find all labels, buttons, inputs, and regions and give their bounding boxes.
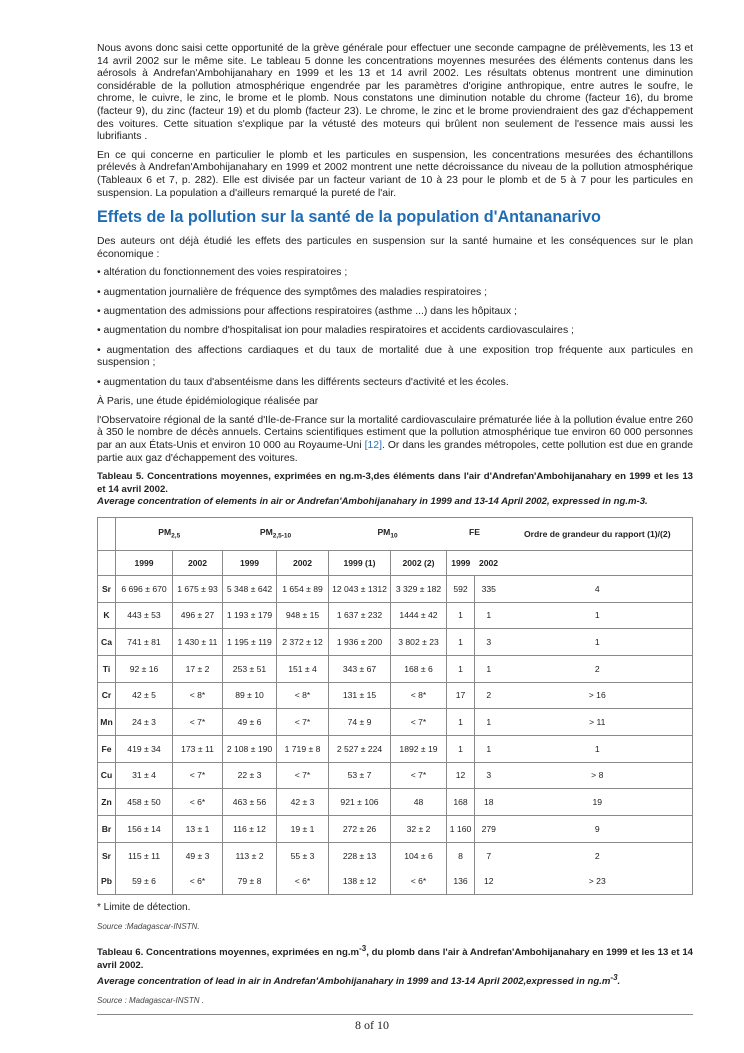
value-cell: 1 xyxy=(503,629,693,656)
page-number: 8 of 10 xyxy=(355,1018,389,1032)
subheader-corner xyxy=(98,550,116,575)
element-cell: Br xyxy=(98,816,116,843)
value-cell: 53 ± 7 xyxy=(329,762,391,789)
group-header-sub: 2,5-10 xyxy=(272,533,292,541)
group-header-label: PM xyxy=(377,527,391,538)
value-cell: 1 719 ± 8 xyxy=(277,735,329,762)
value-cell: 1 xyxy=(447,602,475,629)
value-cell: < 8* xyxy=(277,682,329,709)
paragraph-text: l'Observatoire régional de la santé d'Ile-de-France sur la mortalité cardiovasculaire prématurée liée à la pollution évalue entre 260 à 350 le nombre de décès annuels. Certains scientifiques estiment que la pollution atmosphérique tue environ 60 000 personnes par an aux États-Unis et environ 10 000 au Royaume-Uni xyxy=(97,414,693,452)
table-header-row xyxy=(98,517,693,550)
table-row xyxy=(98,816,693,843)
value-cell: 19 xyxy=(503,789,693,816)
table-row xyxy=(98,655,693,682)
table-row xyxy=(98,789,693,816)
bullet-item: • augmentation des affections cardiaques et du taux de mortalité due à une exposition trop fréquente aux particules en suspension ; xyxy=(97,344,693,369)
paragraph: En ce qui concerne en particulier le plomb et les particules en suspension, les concentrations mesurées des échantillons prélevés à Andrefan'Ambohijanahary en 1999 et 2002 montrent une nette décroissance du niveau de la pollution atmosphérique (Tableaux 6 et 7, p. 282). Elle est divisée par un facteur variant de 10 à 23 pour le plomb et de 5 à 7 pour les particules en suspension. La population a d'ailleurs remarqué la pureté de l'air. xyxy=(97,149,693,199)
value-cell: 419 ± 34 xyxy=(116,735,173,762)
value-cell: 1 430 ± 11 xyxy=(173,629,223,656)
element-cell: Cu xyxy=(98,762,116,789)
value-cell: 42 ± 3 xyxy=(277,789,329,816)
year-header: 1999 xyxy=(447,550,475,575)
value-cell: 2 527 ± 224 xyxy=(329,735,391,762)
reference-link[interactable]: [12] xyxy=(364,440,382,452)
year-header: 1999 (1) xyxy=(329,550,391,575)
value-cell: 3 xyxy=(475,629,503,656)
element-cell: K xyxy=(98,602,116,629)
paragraph: À Paris, une étude épidémiologique réalisée par xyxy=(97,396,319,408)
value-cell: 253 ± 51 xyxy=(223,655,277,682)
group-header xyxy=(223,517,329,550)
value-cell: 49 ± 6 xyxy=(223,709,277,736)
group-header xyxy=(116,517,223,550)
table6-caption-en xyxy=(97,972,693,989)
value-cell: 156 ± 14 xyxy=(116,816,173,843)
value-cell: < 6* xyxy=(277,868,329,894)
value-cell: 1 936 ± 200 xyxy=(329,629,391,656)
footer-divider xyxy=(97,1014,693,1015)
year-header: 1999 xyxy=(223,550,277,575)
value-cell: 1 xyxy=(447,709,475,736)
section-heading: Effets de la pollution sur la santé de la population d'Antananarivo xyxy=(97,208,601,227)
caption-sup: -3 xyxy=(359,944,367,954)
value-cell: 74 ± 9 xyxy=(329,709,391,736)
value-cell: 1 xyxy=(447,655,475,682)
table6-source: Source : Madagascar-INSTN . xyxy=(97,996,205,1006)
table-row xyxy=(98,842,693,868)
value-cell: < 6* xyxy=(391,868,447,894)
value-cell: 1 160 xyxy=(447,816,475,843)
value-cell: 151 ± 4 xyxy=(277,655,329,682)
value-cell: 173 ± 11 xyxy=(173,735,223,762)
value-cell: 741 ± 81 xyxy=(116,629,173,656)
element-cell: Mn xyxy=(98,709,116,736)
value-cell: 49 ± 3 xyxy=(173,842,223,868)
value-cell: 335 xyxy=(475,575,503,602)
value-cell: 3 xyxy=(475,762,503,789)
year-header: 2002 (2) xyxy=(391,550,447,575)
value-cell: 12 xyxy=(447,762,475,789)
caption-text: Average concentration of lead in air in Andrefan'Ambohijanahary in 1999 and 13-14 April 2002,expressed in ng.m xyxy=(97,976,611,988)
value-cell: 18 xyxy=(475,789,503,816)
value-cell: 2 372 ± 12 xyxy=(277,629,329,656)
value-cell: < 7* xyxy=(391,709,447,736)
paragraph-text: . Or dans les grandes métropoles, cette pollution est due en grande partie aux gaz d'échappement des voitures. xyxy=(97,440,693,464)
value-cell: 3 329 ± 182 xyxy=(391,575,447,602)
element-cell: Sr xyxy=(98,842,116,868)
value-cell: < 7* xyxy=(173,709,223,736)
header-corner xyxy=(98,517,116,550)
table-row xyxy=(98,682,693,709)
value-cell: 12 043 ± 1312 xyxy=(329,575,391,602)
bullet-item: • augmentation des admissions pour affections respiratoires (asthme ...) dans les hôpitaux ; xyxy=(97,306,517,318)
value-cell: 343 ± 67 xyxy=(329,655,391,682)
group-header xyxy=(447,517,503,550)
bullet-item: • augmentation du nombre d'hospitalisat ion pour maladies respiratoires et accidents cardiovasculaires ; xyxy=(97,325,574,337)
value-cell: < 6* xyxy=(173,868,223,894)
caption-text: . xyxy=(617,976,621,988)
value-cell: 24 ± 3 xyxy=(116,709,173,736)
table-row xyxy=(98,709,693,736)
ratio-subheader xyxy=(503,550,693,575)
year-header: 2002 xyxy=(277,550,329,575)
value-cell: 59 ± 6 xyxy=(116,868,173,894)
value-cell: 79 ± 8 xyxy=(223,868,277,894)
value-cell: 921 ± 106 xyxy=(329,789,391,816)
value-cell: 6 696 ± 670 xyxy=(116,575,173,602)
paragraph: Nous avons donc saisi cette opportunité de la grève générale pour effectuer une seconde campagne de prélèvements, les 13 et 14 avril 2002 sur le même site. Le tableau 5 donne les concentrations moyennes mesurées des éléments contenus dans les aérosols à Andrefan'Ambohijanahary en 1999 et les 13 et 14 avril 2002. Les résultats obtenus montrent une diminution considérable de la pollution atmosphérique engendrée par les paramètres d'origine anthropique, entre autres le soufre, le chrome, le cuivre, le zinc, le brome et le plomb. Nous constatons une diminution notable du chrome (facteur 16), du brome (facteur 9), du zinc (facteur 19) et du plomb (facteur 23). Le chrome, le zinc et le brome proviendraient des gaz d'échappement des voitures. Cette situation s'explique par la vétusté des moteurs qui brûlent non seulement de l'essence mais aussi les lubrifiants . xyxy=(97,43,693,143)
element-cell: Fe xyxy=(98,735,116,762)
value-cell: 2 xyxy=(503,842,693,868)
value-cell: 48 xyxy=(391,789,447,816)
value-cell: 463 ± 56 xyxy=(223,789,277,816)
value-cell: 1 xyxy=(447,629,475,656)
group-header-label: FE xyxy=(469,527,481,538)
year-header: 2002 xyxy=(173,550,223,575)
group-header-label: PM xyxy=(259,527,273,538)
value-cell: 55 ± 3 xyxy=(277,842,329,868)
table-row xyxy=(98,735,693,762)
value-cell: 1444 ± 42 xyxy=(391,602,447,629)
table5-source: Source :Madagascar-INSTN. xyxy=(97,921,200,931)
value-cell: 1 xyxy=(475,655,503,682)
table-row xyxy=(98,602,693,629)
value-cell: 1 xyxy=(475,602,503,629)
value-cell: 13 ± 1 xyxy=(173,816,223,843)
value-cell: 443 ± 53 xyxy=(116,602,173,629)
value-cell: 3 802 ± 23 xyxy=(391,629,447,656)
value-cell: 116 ± 12 xyxy=(223,816,277,843)
value-cell: < 6* xyxy=(173,789,223,816)
value-cell: 1 675 ± 93 xyxy=(173,575,223,602)
table6-caption xyxy=(97,943,693,972)
table-row xyxy=(98,629,693,656)
value-cell: 136 xyxy=(447,868,475,894)
value-cell: < 8* xyxy=(391,682,447,709)
group-header-label: PM xyxy=(158,527,172,538)
value-cell: > 23 xyxy=(503,868,693,894)
year-header: 1999 xyxy=(116,550,173,575)
table5 xyxy=(97,517,693,895)
value-cell: 9 xyxy=(503,816,693,843)
ratio-header: Ordre de grandeur du rapport (1)/(2) xyxy=(503,517,693,550)
value-cell: 8 xyxy=(447,842,475,868)
value-cell: 948 ± 15 xyxy=(277,602,329,629)
value-cell: 31 ± 4 xyxy=(116,762,173,789)
value-cell: 138 ± 12 xyxy=(329,868,391,894)
value-cell: 1 637 ± 232 xyxy=(329,602,391,629)
element-cell: Zn xyxy=(98,789,116,816)
caption-text: Tableau 6. Concentrations moyennes, exprimées en ng.m xyxy=(97,947,360,959)
value-cell: 7 xyxy=(475,842,503,868)
value-cell: 1 xyxy=(475,709,503,736)
value-cell: 17 xyxy=(447,682,475,709)
paragraph xyxy=(97,415,693,465)
value-cell: 113 ± 2 xyxy=(223,842,277,868)
value-cell: 1 xyxy=(447,735,475,762)
element-cell: Cr xyxy=(98,682,116,709)
value-cell: 1 xyxy=(503,602,693,629)
table-row xyxy=(98,868,693,894)
table5-caption-en: Average concentration of elements in air or Andrefan'Ambohijanahary in 1999 and 13-14 April 2002, expressed in ng.m-3. xyxy=(97,496,648,508)
document-page xyxy=(97,43,693,1015)
value-cell: 5 348 ± 642 xyxy=(223,575,277,602)
value-cell: 104 ± 6 xyxy=(391,842,447,868)
value-cell: 2 xyxy=(475,682,503,709)
group-header-sub: 10 xyxy=(390,533,398,541)
element-cell: Ca xyxy=(98,629,116,656)
value-cell: 22 ± 3 xyxy=(223,762,277,789)
value-cell: > 11 xyxy=(503,709,693,736)
table5-caption: Tableau 5. Concentrations moyennes, exprimées en ng.m-3,des éléments dans l'air d'Andrefan'Ambohijanahary en 1999 et les 13 et 14 avril 2002. xyxy=(97,471,693,495)
paragraph-intro: Des auteurs ont déjà étudié les effets des particules en suspension sur la santé humaine et les conséquences sur le plan économique : xyxy=(97,236,693,260)
value-cell: 168 ± 6 xyxy=(391,655,447,682)
value-cell: 496 ± 27 xyxy=(173,602,223,629)
value-cell: 2 108 ± 190 xyxy=(223,735,277,762)
value-cell: 89 ± 10 xyxy=(223,682,277,709)
element-cell: Ti xyxy=(98,655,116,682)
value-cell: < 7* xyxy=(277,709,329,736)
value-cell: 42 ± 5 xyxy=(116,682,173,709)
group-header xyxy=(329,517,447,550)
value-cell: 17 ± 2 xyxy=(173,655,223,682)
value-cell: 1 xyxy=(475,735,503,762)
value-cell: 168 xyxy=(447,789,475,816)
value-cell: 592 xyxy=(447,575,475,602)
year-header: 2002 xyxy=(475,550,503,575)
value-cell: 1 654 ± 89 xyxy=(277,575,329,602)
value-cell: > 16 xyxy=(503,682,693,709)
table5-note: * Limite de détection. xyxy=(97,902,191,914)
value-cell: 1 xyxy=(503,735,693,762)
group-header-sub: 2,5 xyxy=(171,533,181,541)
value-cell: 1 193 ± 179 xyxy=(223,602,277,629)
value-cell: 1892 ± 19 xyxy=(391,735,447,762)
value-cell: < 8* xyxy=(173,682,223,709)
bullet-item: • augmentation du taux d'absentéisme dans les différents secteurs d'activité et les écoles. xyxy=(97,376,509,388)
value-cell: > 8 xyxy=(503,762,693,789)
bullet-item: • altération du fonctionnement des voies respiratoires ; xyxy=(97,267,348,279)
value-cell: 458 ± 50 xyxy=(116,789,173,816)
table-row xyxy=(98,762,693,789)
value-cell: 115 ± 11 xyxy=(116,842,173,868)
caption-sup: -3 xyxy=(610,973,618,983)
value-cell: 228 ± 13 xyxy=(329,842,391,868)
value-cell: 1 195 ± 119 xyxy=(223,629,277,656)
table-row xyxy=(98,575,693,602)
value-cell: < 7* xyxy=(277,762,329,789)
value-cell: 12 xyxy=(475,868,503,894)
table-subheader-row xyxy=(98,550,693,575)
value-cell: < 7* xyxy=(173,762,223,789)
caption-text: , du plomb dans l'air à Andrefan'Ambohijanahary en 1999 et les 13 et 14 avril 2002. xyxy=(97,947,693,971)
value-cell: 272 ± 26 xyxy=(329,816,391,843)
value-cell: 19 ± 1 xyxy=(277,816,329,843)
value-cell: 4 xyxy=(503,575,693,602)
element-cell: Sr xyxy=(98,575,116,602)
value-cell: 131 ± 15 xyxy=(329,682,391,709)
value-cell: < 7* xyxy=(391,762,447,789)
bullet-item: • augmentation journalière de fréquence des symptômes des maladies respiratoires ; xyxy=(97,286,488,298)
value-cell: 92 ± 16 xyxy=(116,655,173,682)
element-cell: Pb xyxy=(98,868,116,894)
value-cell: 2 xyxy=(503,655,693,682)
value-cell: 32 ± 2 xyxy=(391,816,447,843)
value-cell: 279 xyxy=(475,816,503,843)
